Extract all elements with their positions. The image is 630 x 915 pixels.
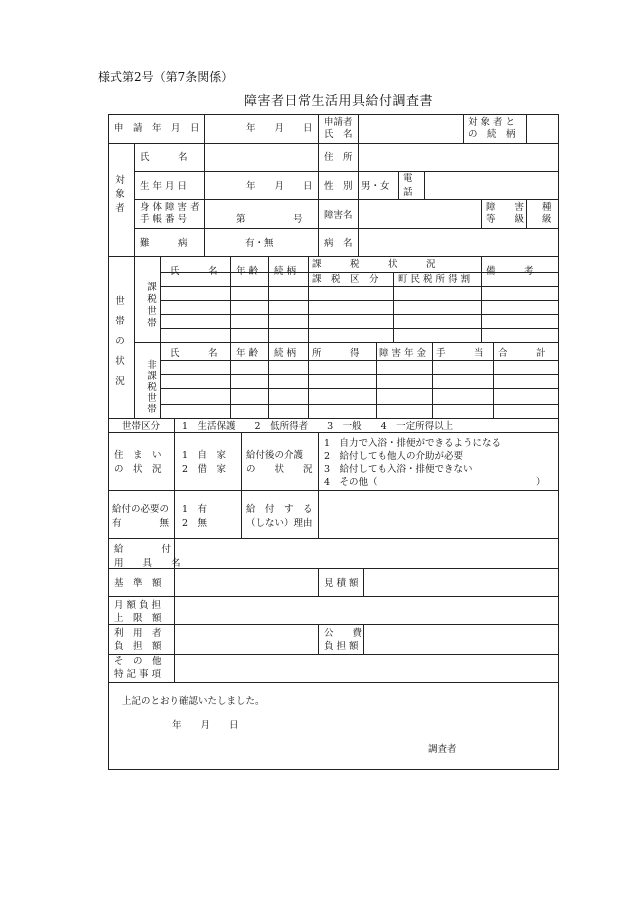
- confirmation-text: 上記のとおり確認いたしました。: [122, 696, 265, 707]
- taxed-col-relation: 続 柄: [274, 266, 297, 277]
- rule-h: [108, 538, 558, 539]
- sex-value[interactable]: 男・女: [361, 181, 390, 192]
- rule-h: [134, 228, 558, 229]
- address-label: 住 所: [324, 152, 353, 163]
- other-notes-label: そ の 他: [114, 656, 162, 667]
- necessity-label-2: 有 無: [112, 518, 170, 529]
- town-tax-header: 町 民 税 所 得 割: [398, 274, 471, 285]
- grade-label-2: 等 級: [486, 214, 525, 225]
- care-option-4-end: ）: [536, 477, 546, 488]
- user-burden-label-2: 負 担 額: [114, 641, 162, 652]
- disability-name-label: 障害名: [324, 210, 353, 221]
- reason-label-2: （しない）理由: [246, 518, 313, 529]
- care-status-label-2: の 状 況: [246, 464, 313, 475]
- frame-left: [108, 114, 109, 769]
- housing-rent[interactable]: 2 借 家: [182, 464, 227, 475]
- remarks-header: 備 考: [486, 266, 534, 277]
- rule-v: [318, 432, 319, 490]
- nontaxed-col-relation: 続 柄: [274, 348, 297, 359]
- rule-h: [160, 374, 558, 375]
- rule-v: [481, 199, 482, 228]
- relation-label-2: の 続 柄: [468, 129, 516, 140]
- household-category-label: 世帯区分: [122, 421, 161, 432]
- equipment-name-label-2: 用 具 名: [114, 558, 181, 569]
- standard-amount-label: 基 準 額: [114, 578, 162, 589]
- rule-h: [160, 314, 558, 315]
- rule-h: [108, 256, 558, 257]
- rule-v: [318, 114, 319, 143]
- taxed-household-label: 課 税 世 帯: [147, 282, 157, 329]
- monthly-cap-label-2: 上 限 額: [114, 613, 162, 624]
- care-option-1[interactable]: 1 自力で入浴・排便ができるようになる: [324, 438, 502, 449]
- necessity-no[interactable]: 2 無: [182, 518, 208, 529]
- rule-v: [376, 342, 377, 418]
- handbook-label: 身 体 障 害 者: [140, 202, 200, 213]
- rule-h: [108, 418, 558, 419]
- rule-h: [108, 624, 558, 625]
- rule-v: [358, 114, 359, 143]
- care-option-3[interactable]: 3 給付しても入浴・排便できない: [324, 464, 473, 475]
- rule-v: [174, 568, 175, 682]
- rule-h: [312, 272, 481, 273]
- necessity-yes[interactable]: 1 有: [182, 504, 208, 515]
- grade-label: 障 害: [486, 202, 525, 213]
- rule-v: [363, 568, 364, 596]
- rule-v: [526, 199, 527, 228]
- rule-h: [160, 360, 558, 361]
- rule-v: [318, 490, 319, 538]
- user-burden-label: 利 用 者: [114, 628, 162, 639]
- rule-v: [393, 272, 394, 342]
- rule-v: [493, 342, 494, 418]
- monthly-cap-label: 月 額 負 担: [114, 600, 162, 611]
- phone-label: 電: [403, 173, 413, 184]
- form-number: 様式第2号（第7条関係）: [98, 70, 234, 84]
- intractable-disease-value[interactable]: 有・無: [245, 238, 274, 249]
- public-burden-label-2: 負 担 額: [324, 641, 359, 652]
- rule-v: [424, 171, 425, 199]
- frame-right: [558, 114, 559, 769]
- rule-v: [358, 171, 359, 199]
- rule-v: [268, 256, 269, 418]
- necessity-label: 給付の必要の: [112, 504, 170, 515]
- care-status-label: 給付後の介護: [246, 450, 304, 461]
- rule-h: [160, 328, 558, 329]
- rule-v: [134, 256, 135, 418]
- tax-class-header: 課 税 区 分: [312, 274, 379, 285]
- handbook-number-value[interactable]: 第 号: [236, 214, 303, 225]
- housing-label-2: の 状 況: [114, 464, 162, 475]
- rule-v: [363, 624, 364, 654]
- public-burden-label: 公 費: [324, 628, 363, 639]
- application-date-label: 申 請 年 月 日: [114, 123, 200, 134]
- applicant-name-label: 申請者: [324, 117, 353, 128]
- page-title: 障害者日常生活用具給付調査書: [244, 94, 434, 109]
- type-label: 種: [542, 202, 552, 213]
- reason-label: 給 付 す る: [246, 504, 313, 515]
- rule-v: [358, 143, 359, 171]
- total-header: 合 計: [498, 348, 546, 359]
- income-header: 所 得: [312, 348, 360, 359]
- rule-v: [241, 432, 242, 490]
- rule-v: [204, 114, 205, 143]
- rule-v: [308, 256, 309, 418]
- rule-v: [432, 342, 433, 418]
- handbook-label-2: 手 帳 番 号: [140, 214, 188, 225]
- rule-h: [160, 404, 558, 405]
- rule-v: [134, 143, 135, 256]
- housing-label: 住 ま い: [114, 450, 162, 461]
- other-notes-label-2: 特 記 事 項: [114, 669, 162, 680]
- investigation-form: [108, 114, 558, 769]
- phone-label-2: 話: [403, 187, 413, 198]
- rule-h: [108, 596, 558, 597]
- taxed-col-name: 氏 名: [170, 266, 218, 277]
- estimate-amount-label: 見 積 額: [324, 578, 359, 589]
- disease-name-label: 病 名: [324, 238, 353, 249]
- household-category-options[interactable]: 1 生活保護 2 低所得者 3 一般 4 一定所得以上: [182, 421, 454, 432]
- intractable-disease-label: 難 病: [140, 238, 188, 249]
- rule-h: [108, 143, 558, 144]
- relation-label: 対 象 者 と: [468, 117, 516, 128]
- rule-h: [134, 171, 558, 172]
- rule-h: [160, 286, 558, 287]
- application-date-value[interactable]: 年 月 日: [246, 123, 313, 134]
- rule-h: [108, 654, 558, 655]
- rule-v: [230, 256, 231, 418]
- household-group-label: 世 帯 の 状 況: [115, 296, 125, 387]
- applicant-name-label-2: 氏 名: [324, 129, 353, 140]
- birth-date-value[interactable]: 年 月 日: [246, 181, 313, 192]
- target-group-label: 対 象 者: [115, 175, 125, 214]
- rule-v: [463, 114, 464, 143]
- nontaxed-col-name: 氏 名: [170, 348, 218, 359]
- rule-v: [204, 143, 205, 256]
- care-option-2[interactable]: 2 給付しても他人の介助が必要: [324, 451, 464, 462]
- rule-h: [108, 490, 558, 491]
- rule-v: [526, 114, 527, 143]
- rule-v: [174, 490, 175, 538]
- equipment-name-label: 給 付: [114, 544, 172, 555]
- sex-label: 性 別: [324, 181, 353, 192]
- rule-v: [318, 568, 319, 596]
- rule-v: [358, 199, 359, 256]
- type-label-2: 級: [542, 214, 552, 225]
- rule-v: [241, 490, 242, 538]
- care-option-4[interactable]: 4 その他（: [324, 477, 378, 488]
- rule-h: [160, 388, 558, 389]
- allowance-header: 手 当: [436, 348, 484, 359]
- frame-top: [108, 114, 558, 115]
- rule-v: [318, 143, 319, 256]
- rule-h: [108, 432, 558, 433]
- rule-v: [318, 624, 319, 654]
- investigator-label: 調査者: [428, 744, 457, 755]
- rule-v: [481, 256, 482, 342]
- rule-h: [134, 199, 558, 200]
- rule-h: [160, 300, 558, 301]
- pension-header: 障 害 年 金: [379, 348, 427, 359]
- rule-v: [398, 171, 399, 199]
- target-name-label: 氏 名: [140, 152, 188, 163]
- rule-v: [174, 432, 175, 490]
- housing-own[interactable]: 1 自 家: [182, 450, 227, 461]
- rule-v: [160, 256, 161, 418]
- rule-h: [108, 682, 558, 683]
- birth-date-label: 生 年 月 日: [140, 181, 188, 192]
- tax-status-header: 課 税 状 況: [312, 259, 436, 270]
- rule-v: [174, 418, 175, 432]
- nontaxed-col-age: 年 齢: [236, 348, 259, 359]
- frame-bottom: [108, 769, 559, 770]
- taxed-col-age: 年 齢: [236, 266, 259, 277]
- nontaxed-household-label: 非 課 税 世 帯: [147, 360, 157, 415]
- rule-h: [134, 342, 558, 343]
- confirmation-date[interactable]: 年 月 日: [172, 720, 239, 731]
